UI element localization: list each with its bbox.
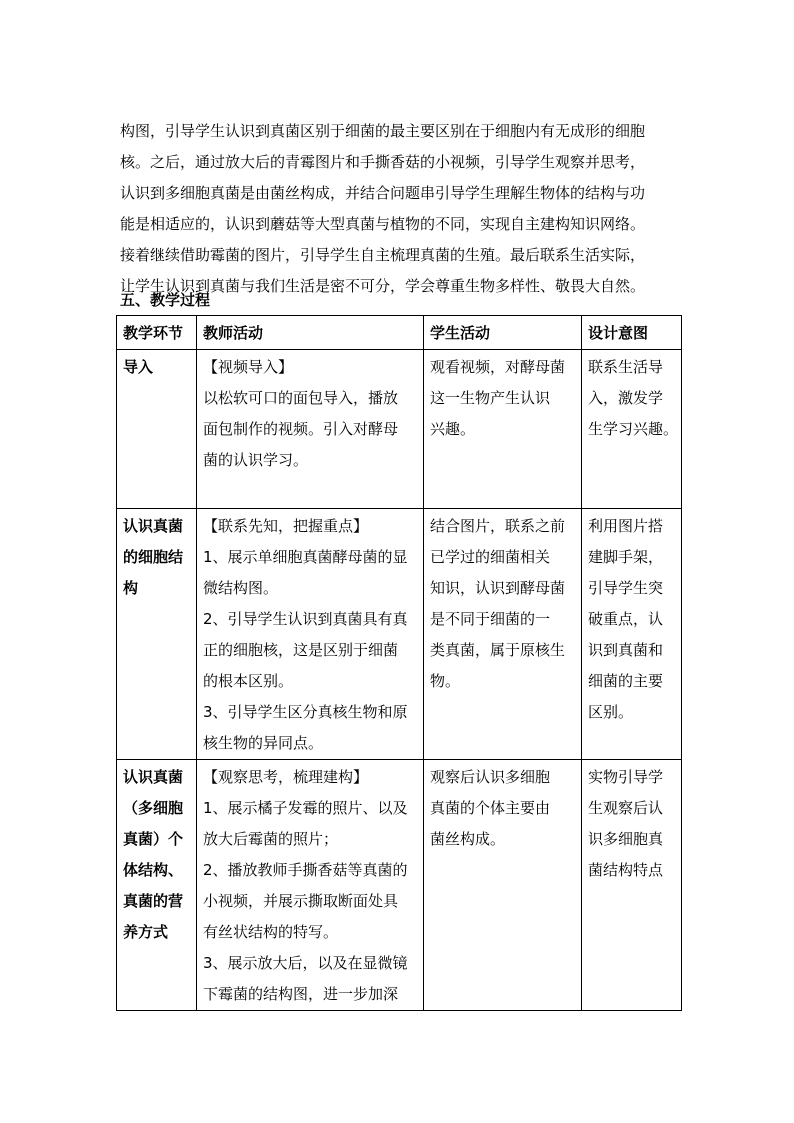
cell-line: 1、展示单细胞真菌酵母菌的显: [203, 548, 408, 566]
cell-line: 菌丝构成。: [430, 830, 506, 848]
cell-line: 识多细胞真: [588, 830, 664, 848]
intro-paragraph: [120, 116, 685, 302]
cell-line: 生学习兴趣。: [588, 420, 679, 438]
intro-line: 接着继续借助霉菌的图片，引导学生自主梳理真菌的生殖。最后联系生活实际，: [120, 246, 646, 264]
cell-design-intent: [582, 350, 682, 509]
cell-line: 知识，认识到酵母菌: [430, 579, 566, 597]
cell-design-intent: [582, 509, 682, 760]
cell-teacher-activity: [197, 350, 424, 509]
cell-line: 结合图片，联系之前: [430, 517, 566, 535]
cell-line: 养方式: [123, 923, 169, 941]
cell-line: 的根本区别。: [203, 672, 294, 690]
cell-line: 兴趣。: [430, 420, 476, 438]
cell-line: 识到真菌和: [588, 641, 664, 659]
cell-line: 有丝状结构的特写。: [203, 923, 339, 941]
cell-line: 真菌的个体主要由: [430, 799, 551, 817]
table-body: [117, 350, 682, 1011]
intro-line: 能是相适应的，认识到蘑菇等大型真菌与植物的不同，实现自主建构知识网络。: [120, 215, 646, 233]
cell-line: 利用图片搭: [588, 517, 664, 535]
header-student-activity: 学生活动: [424, 316, 582, 350]
cell-line: 区别。: [588, 703, 634, 721]
table-row: [117, 760, 682, 1011]
cell-line: 菌结构特点: [588, 861, 664, 879]
cell-line: 破重点，认: [588, 610, 664, 628]
cell-line: 小视频，并展示撕取断面处具: [203, 892, 399, 910]
cell-line: 的细胞结: [123, 548, 184, 566]
cell-line: 入，激发学: [588, 389, 664, 407]
cell-line: 实物引导学: [588, 768, 664, 786]
cell-line: 放大后霉菌的照片；: [203, 830, 339, 848]
cell-line: 真菌的营: [123, 892, 184, 910]
cell-student-activity: [424, 350, 582, 509]
cell-teacher-activity: [197, 760, 424, 1011]
cell-line: 核生物的异同点。: [203, 734, 324, 752]
cell-stage: [117, 350, 197, 509]
cell-line: 2、播放教师手撕香菇等真菌的: [203, 861, 408, 879]
intro-line: 让学生认识到真菌与我们生活是密不可分，学会尊重生物多样性、敬畏大自然。: [120, 277, 646, 295]
intro-line: 构图，引导学生认识到真菌区别于细菌的最主要区别在于细胞内有无成形的细胞: [120, 122, 646, 140]
cell-line: 微结构图。: [203, 579, 279, 597]
cell-line: 认识真菌: [123, 517, 184, 535]
cell-line: 【视频导入】: [203, 358, 294, 376]
intro-line: 认识到多细胞真菌是由菌丝构成，并结合问题串引导学生理解生物体的结构与功: [120, 184, 646, 202]
cell-line: 联系生活导: [588, 358, 664, 376]
cell-stage: [117, 509, 197, 760]
header-teacher-activity: 教师活动: [197, 316, 424, 350]
table-row: [117, 509, 682, 760]
cell-line: 细菌的主要: [588, 672, 664, 690]
cell-line: 体结构、: [123, 861, 184, 879]
cell-student-activity: [424, 509, 582, 760]
cell-line: 已学过的细菌相关: [430, 548, 551, 566]
cell-line: 引导学生突: [588, 579, 664, 597]
cell-line: 观察后认识多细胞: [430, 768, 551, 786]
cell-line: 菌的认识学习。: [203, 451, 309, 469]
table-header-row: [117, 316, 682, 350]
cell-line: 构: [123, 579, 139, 597]
cell-line: 面包制作的视频。引入对酵母: [203, 420, 399, 438]
cell-line: 观看视频，对酵母菌: [430, 358, 566, 376]
cell-line: 是不同于细菌的一: [430, 610, 551, 628]
cell-line: 1、展示橘子发霉的照片、以及: [203, 799, 408, 817]
header-design-intent: 设计意图: [582, 316, 682, 350]
cell-line: 正的细胞核，这是区别于细菌: [203, 641, 399, 659]
teaching-process-table: [116, 315, 682, 1011]
cell-line: 真菌）个: [123, 830, 184, 848]
cell-design-intent: [582, 760, 682, 1011]
header-stage: 教学环节: [117, 316, 197, 350]
cell-line: 生观察后认: [588, 799, 664, 817]
section-title: 五、教学过程: [120, 291, 211, 309]
cell-line: 3、引导学生区分真核生物和原: [203, 703, 408, 721]
cell-line: 类真菌，属于原核生: [430, 641, 566, 659]
cell-stage: [117, 760, 197, 1011]
cell-line: 以松软可口的面包导入，播放: [203, 389, 399, 407]
cell-line: 2、引导学生认识到真菌具有真: [203, 610, 408, 628]
intro-line: 核。之后，通过放大后的青霉图片和手撕香菇的小视频，引导学生观察并思考，: [120, 153, 646, 171]
cell-line: 物。: [430, 672, 461, 690]
cell-line: 认识真菌: [123, 768, 184, 786]
cell-line: （多细胞: [123, 799, 184, 817]
cell-line: 导入: [123, 358, 154, 376]
cell-line: 3、展示放大后，以及在显微镜: [203, 954, 408, 972]
cell-line: 【观察思考，梳理建构】: [203, 768, 369, 786]
cell-student-activity: [424, 760, 582, 1011]
cell-teacher-activity: [197, 509, 424, 760]
cell-line: 下霉菌的结构图，进一步加深: [203, 985, 399, 1003]
cell-line: 【联系先知，把握重点】: [203, 517, 369, 535]
cell-line: 建脚手架，: [588, 548, 664, 566]
cell-line: 这一生物产生认识: [430, 389, 551, 407]
table-row: [117, 350, 682, 509]
